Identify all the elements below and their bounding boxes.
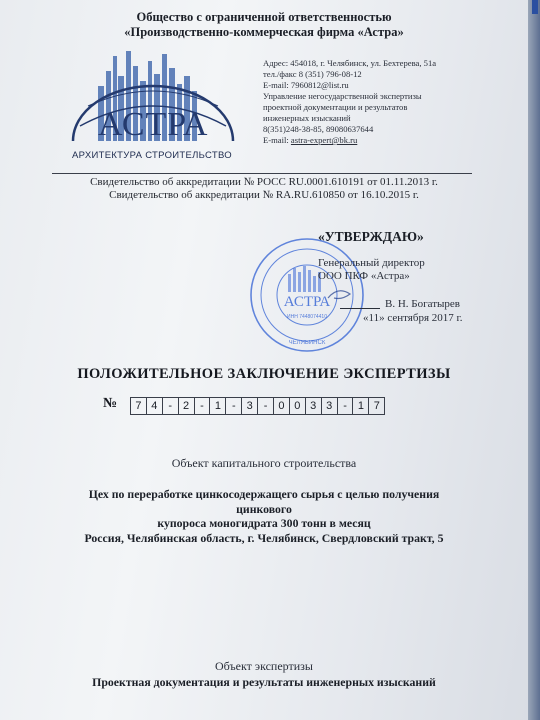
organization-header [0,10,528,40]
number-cell: - [162,397,179,415]
number-cell: 0 [289,397,306,415]
number-cell: 7 [130,397,147,415]
org-name-line2: «Производственно-коммерческая фирма «Астра» [124,25,404,39]
logo-subtitle: АРХИТЕКТУРА СТРОИТЕЛЬСТВО [72,150,232,161]
seal-center-text: АСТРА [283,294,331,310]
seal-city: ЧЕЛЯБИНСК [288,340,326,346]
background-edge [528,0,540,720]
object-caption: Объект капитального строительства [171,456,357,470]
company-seal-stamp [248,236,366,354]
expertise-caption: Объект экспертизы [215,659,313,673]
header-divider [52,173,472,174]
department-line-1: Управление негосударственной экспертизы [263,91,422,101]
email-label: E-mail: [263,80,291,90]
number-label: № [103,396,118,411]
number-cell: - [194,397,211,415]
accreditation-line-2: Свидетельство об аккредитации № RA.RU.610850 от 16.10.2015 г. [109,189,419,201]
org-name-line1: Общество с ограниченной ответственностью [136,10,392,24]
number-cell: 1 [352,397,369,415]
number-cell: 4 [146,397,163,415]
accreditation-line-1: Свидетельство об аккредитации № РОСС RU.0001.610191 от 01.11.2013 г. [90,176,438,188]
phone-fax: тел./факс 8 (351) 796-08-12 [263,69,362,79]
approval-heading: «УТВЕРЖДАЮ» [318,229,424,244]
number-cell: - [257,397,274,415]
email-link-1[interactable]: 7960812@list.ru [290,80,349,90]
number-cell: 7 [368,397,385,415]
email-label: E-mail: [263,135,291,145]
object-title-line-2: купороса моногидрата 300 тонн в месяц [157,516,371,530]
contact-block [263,58,493,146]
number-cell: 0 [273,397,290,415]
number-cell: 3 [305,397,322,415]
signer-name: В. Н. Богатырев [385,298,460,310]
approval-date: «11» сентября 2017 г. [363,312,463,324]
object-address: Россия, Челябинская область, г. Челябинск, Свердловский тракт, 5 [84,530,444,545]
expertise-title: Проектная документация и результаты инженерных изысканий [92,675,436,689]
number-cell: - [337,397,354,415]
object-title [60,487,468,545]
accreditation-block [0,176,528,202]
object-title-line-1: Цех по переработке цинкосодержащего сырья с целью получения цинкового [88,487,440,516]
email-link-2[interactable]: astra-expert@bk.ru [290,135,358,145]
logo-name: АСТРА [98,106,209,143]
department-line-3: инженерных изысканий [263,113,351,123]
department-line-2: проектной документации и результатов [263,102,408,112]
number-cell: 1 [209,397,226,415]
corner-mark [532,0,538,14]
address: Адрес: 454018, г. Челябинск, ул. Бехтерева, 51а [263,58,437,68]
director-position: Генеральный директор [318,257,425,269]
conclusion-title: ПОЛОЖИТЕЛЬНОЕ ЗАКЛЮЧЕНИЕ ЭКСПЕРТИЗЫ [77,366,451,382]
conclusion-number-cells [131,397,385,415]
department-phone: 8(351)248-38-85, 89080637644 [263,124,374,134]
email-line-1 [263,80,493,91]
approval-block [318,257,508,283]
number-cell: 3 [321,397,338,415]
email-line-2 [263,135,493,146]
signature-line [340,308,380,309]
company-name: ООО ПКФ «Астра» [318,270,410,282]
number-cell: - [225,397,242,415]
number-cell: 3 [241,397,258,415]
seal-inn: ИНН 7448074410 [286,314,328,320]
number-cell: 2 [178,397,195,415]
